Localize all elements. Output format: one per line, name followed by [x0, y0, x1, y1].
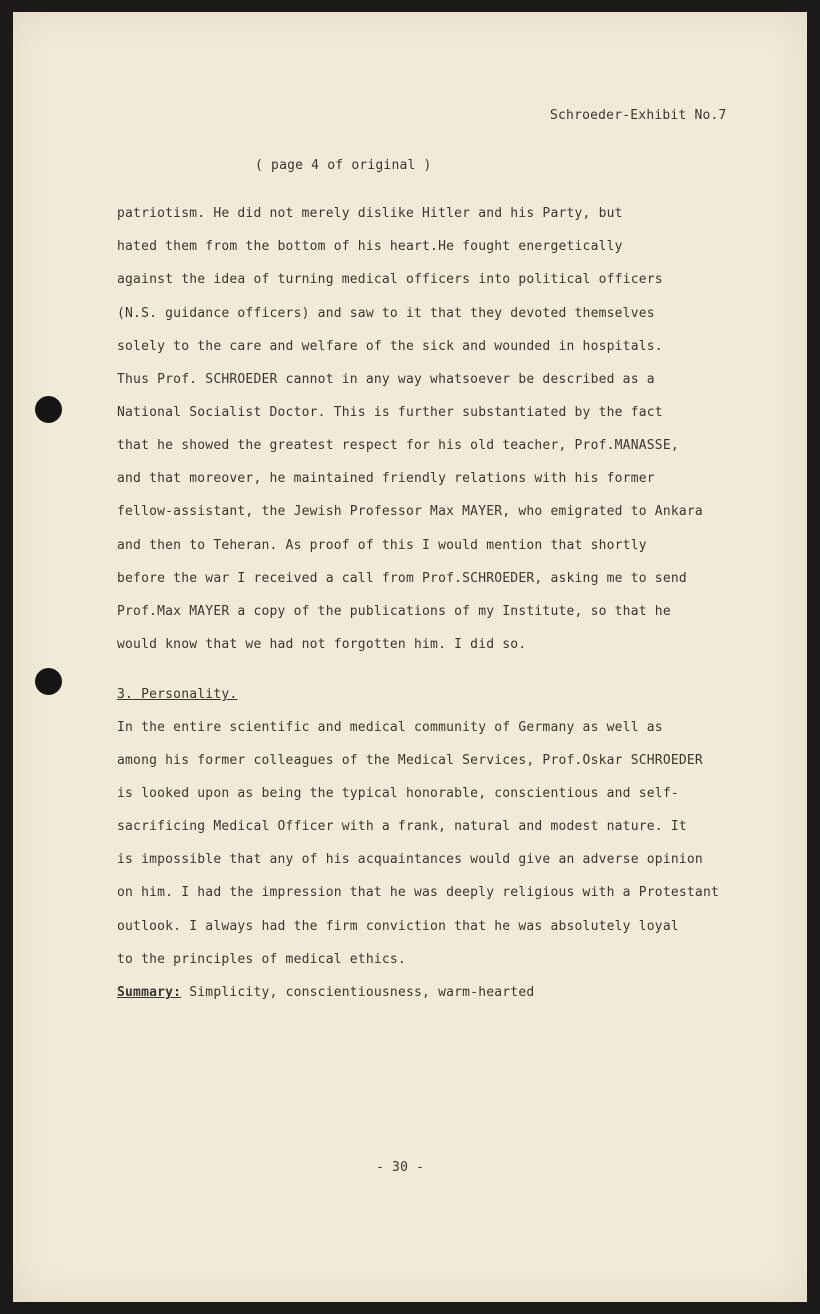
paragraph-line: is impossible that any of his acquaintances would give an adverse opinion — [117, 852, 703, 867]
paragraph-line: would know that we had not forgotten him. I did so. — [117, 637, 527, 652]
section-heading: 3. Personality. — [117, 687, 238, 702]
paragraph-line: and that moreover, he maintained friendly relations with his former — [117, 471, 655, 486]
page-note: ( page 4 of original ) — [255, 158, 432, 173]
paragraph-line: among his former colleagues of the Medical Services, Prof.Oskar SCHROEDER — [117, 753, 703, 768]
paragraph-line: to the principles of medical ethics. — [117, 952, 406, 967]
paragraph-line: that he showed the greatest respect for his old teacher, Prof.MANASSE, — [117, 438, 679, 453]
summary-label: Summary: — [117, 985, 182, 1000]
paragraph-line: before the war I received a call from Prof.SCHROEDER, asking me to send — [117, 571, 687, 586]
paragraph-line: on him. I had the impression that he was deeply religious with a Protestant — [117, 885, 719, 900]
summary-line — [117, 985, 534, 1000]
punch-hole — [35, 668, 62, 695]
page-number: - 30 - — [376, 1160, 425, 1175]
paragraph-line: hated them from the bottom of his heart.He fought energetically — [117, 239, 623, 254]
punch-hole — [35, 396, 62, 423]
exhibit-label: Schroeder-Exhibit No.7 — [550, 108, 727, 123]
paragraph-line: outlook. I always had the firm conviction that he was absolutely loyal — [117, 919, 679, 934]
paragraph-line: Prof.Max MAYER a copy of the publications of my Institute, so that he — [117, 604, 671, 619]
paragraph-line: National Socialist Doctor. This is further substantiated by the fact — [117, 405, 663, 420]
paragraph-line: patriotism. He did not merely dislike Hitler and his Party, but — [117, 206, 623, 221]
paragraph-line: solely to the care and welfare of the sick and wounded in hospitals. — [117, 339, 663, 354]
paragraph-line: against the idea of turning medical officers into political officers — [117, 272, 663, 287]
paragraph-line: is looked upon as being the typical honorable, conscientious and self- — [117, 786, 679, 801]
paragraph-line: (N.S. guidance officers) and saw to it that they devoted themselves — [117, 306, 655, 321]
paragraph-line: fellow-assistant, the Jewish Professor Max MAYER, who emigrated to Ankara — [117, 504, 703, 519]
paragraph-line: In the entire scientific and medical community of Germany as well as — [117, 720, 663, 735]
paragraph-line: Thus Prof. SCHROEDER cannot in any way whatsoever be described as a — [117, 372, 655, 387]
paragraph-line: and then to Teheran. As proof of this I would mention that shortly — [117, 538, 647, 553]
paragraph-line: sacrificing Medical Officer with a frank, natural and modest nature. It — [117, 819, 687, 834]
summary-text: Simplicity, conscientiousness, warm-hearted — [181, 985, 535, 1000]
